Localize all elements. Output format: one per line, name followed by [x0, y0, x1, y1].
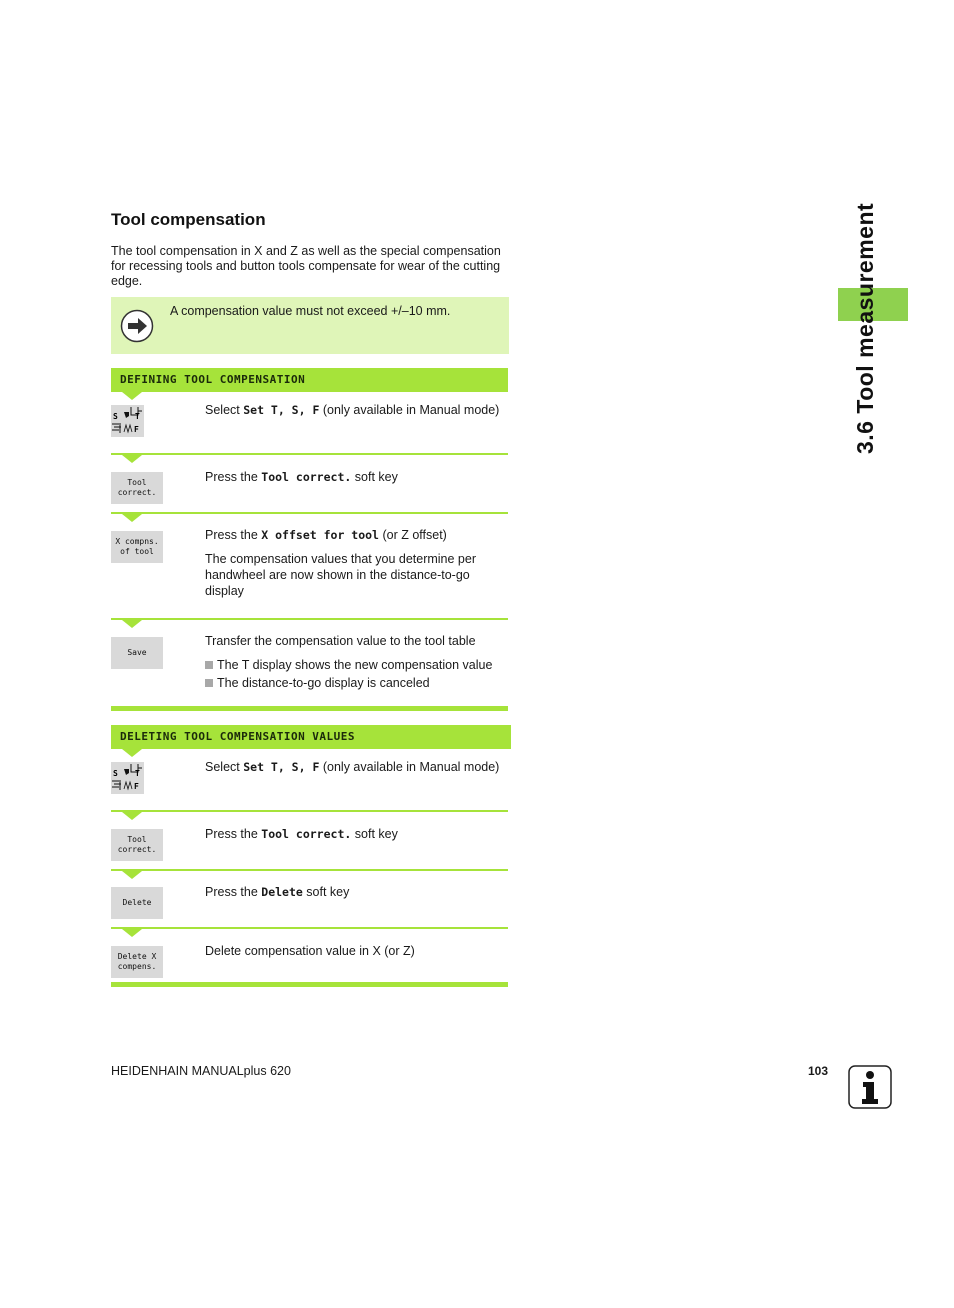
deleting-header: DELETING TOOL COMPENSATION VALUES — [120, 730, 356, 743]
set-tsf-icon[interactable] — [111, 405, 144, 437]
step-text-pre: Press the — [205, 470, 262, 484]
step-arrow — [122, 749, 142, 757]
svg-text:F: F — [134, 425, 139, 434]
step-arrow — [122, 812, 142, 820]
step-text-pre: Press the — [205, 885, 262, 899]
step-select-text — [205, 759, 499, 775]
svg-text:S: S — [113, 412, 118, 421]
step-text-post: (only available in Manual mode) — [319, 760, 500, 774]
separator — [111, 869, 508, 871]
intro-paragraph: The tool compensation in X and Z as well as the special compensation for recessing tools and button tools compensate for wear of the cutting edge. — [111, 244, 501, 288]
step-x-offset-text — [205, 527, 447, 543]
note-box — [111, 297, 509, 354]
chapter-title: 3.6 Tool measurement — [852, 202, 878, 454]
deleting-header-bar — [111, 725, 511, 749]
step-code: Tool correct. — [261, 827, 352, 841]
step-arrow — [122, 620, 142, 628]
defining-header-bar — [111, 368, 508, 392]
separator — [111, 512, 508, 514]
step-text-pre: Select — [205, 403, 244, 417]
bullet-item: The T display shows the new compensation value — [205, 658, 492, 672]
save-softkey[interactable]: Save — [111, 637, 163, 669]
step-code: X offset for tool — [261, 528, 379, 542]
step-select-text — [205, 402, 499, 418]
step-tool-correct-text — [205, 469, 398, 485]
svg-text:T: T — [135, 769, 140, 778]
set-tsf-icon[interactable] — [111, 762, 144, 794]
step-code: Set T, S, F — [243, 760, 320, 774]
step-save-text: Transfer the compensation value to the tool table — [205, 634, 476, 648]
bullet-item: The distance-to-go display is canceled — [205, 676, 430, 690]
step-arrow — [122, 392, 142, 400]
delete-x-compens-softkey[interactable]: Delete X compens. — [111, 946, 163, 978]
step-text-post: (only available in Manual mode) — [319, 403, 500, 417]
step-tool-correct-text — [205, 826, 398, 842]
svg-text:F: F — [134, 782, 139, 791]
step-text-post: soft key — [302, 885, 350, 899]
block-end-bar — [111, 982, 508, 987]
step-code: Tool correct. — [261, 470, 352, 484]
step-text-post: soft key — [351, 470, 398, 484]
step-code: Set T, S, F — [243, 403, 320, 417]
step-text-pre: Select — [205, 760, 244, 774]
block-end-bar — [111, 706, 508, 711]
step-code: Delete — [261, 885, 303, 899]
page-number: 103 — [808, 1064, 829, 1078]
footer-manual-name: HEIDENHAIN MANUALplus 620 — [111, 1064, 291, 1078]
step-arrow — [122, 514, 142, 522]
step-arrow — [122, 929, 142, 937]
separator — [111, 810, 508, 812]
step-text-pre: Press the — [205, 528, 262, 542]
defining-header: DEFINING TOOL COMPENSATION — [120, 373, 306, 386]
step-delete-text — [205, 884, 349, 900]
step-delete-x-text: Delete compensation value in X (or Z) — [205, 944, 415, 958]
arrow-right-icon — [120, 309, 154, 348]
delete-softkey[interactable]: Delete — [111, 887, 163, 919]
x-offset-softkey[interactable]: X compns. of tool — [111, 531, 163, 563]
step-arrow — [122, 455, 142, 463]
svg-text:T: T — [135, 412, 140, 421]
step-text-post: (or Z offset) — [378, 528, 447, 542]
step-text-post: soft key — [351, 827, 398, 841]
step-text-pre: Press the — [205, 827, 262, 841]
separator — [111, 618, 508, 620]
info-icon — [848, 1065, 892, 1109]
section-title: Tool compensation — [111, 210, 266, 229]
step-x-offset-detail: The compensation values that you determine per handwheel are now shown in the distance-to-go display — [205, 552, 476, 598]
svg-text:S: S — [113, 769, 118, 778]
tool-correct-softkey[interactable]: Tool correct. — [111, 829, 163, 861]
separator — [111, 927, 508, 929]
separator — [111, 453, 508, 455]
tool-correct-softkey[interactable]: Tool correct. — [111, 472, 163, 504]
note-text: A compensation value must not exceed +/–10 mm. — [170, 304, 451, 318]
step-arrow — [122, 871, 142, 879]
